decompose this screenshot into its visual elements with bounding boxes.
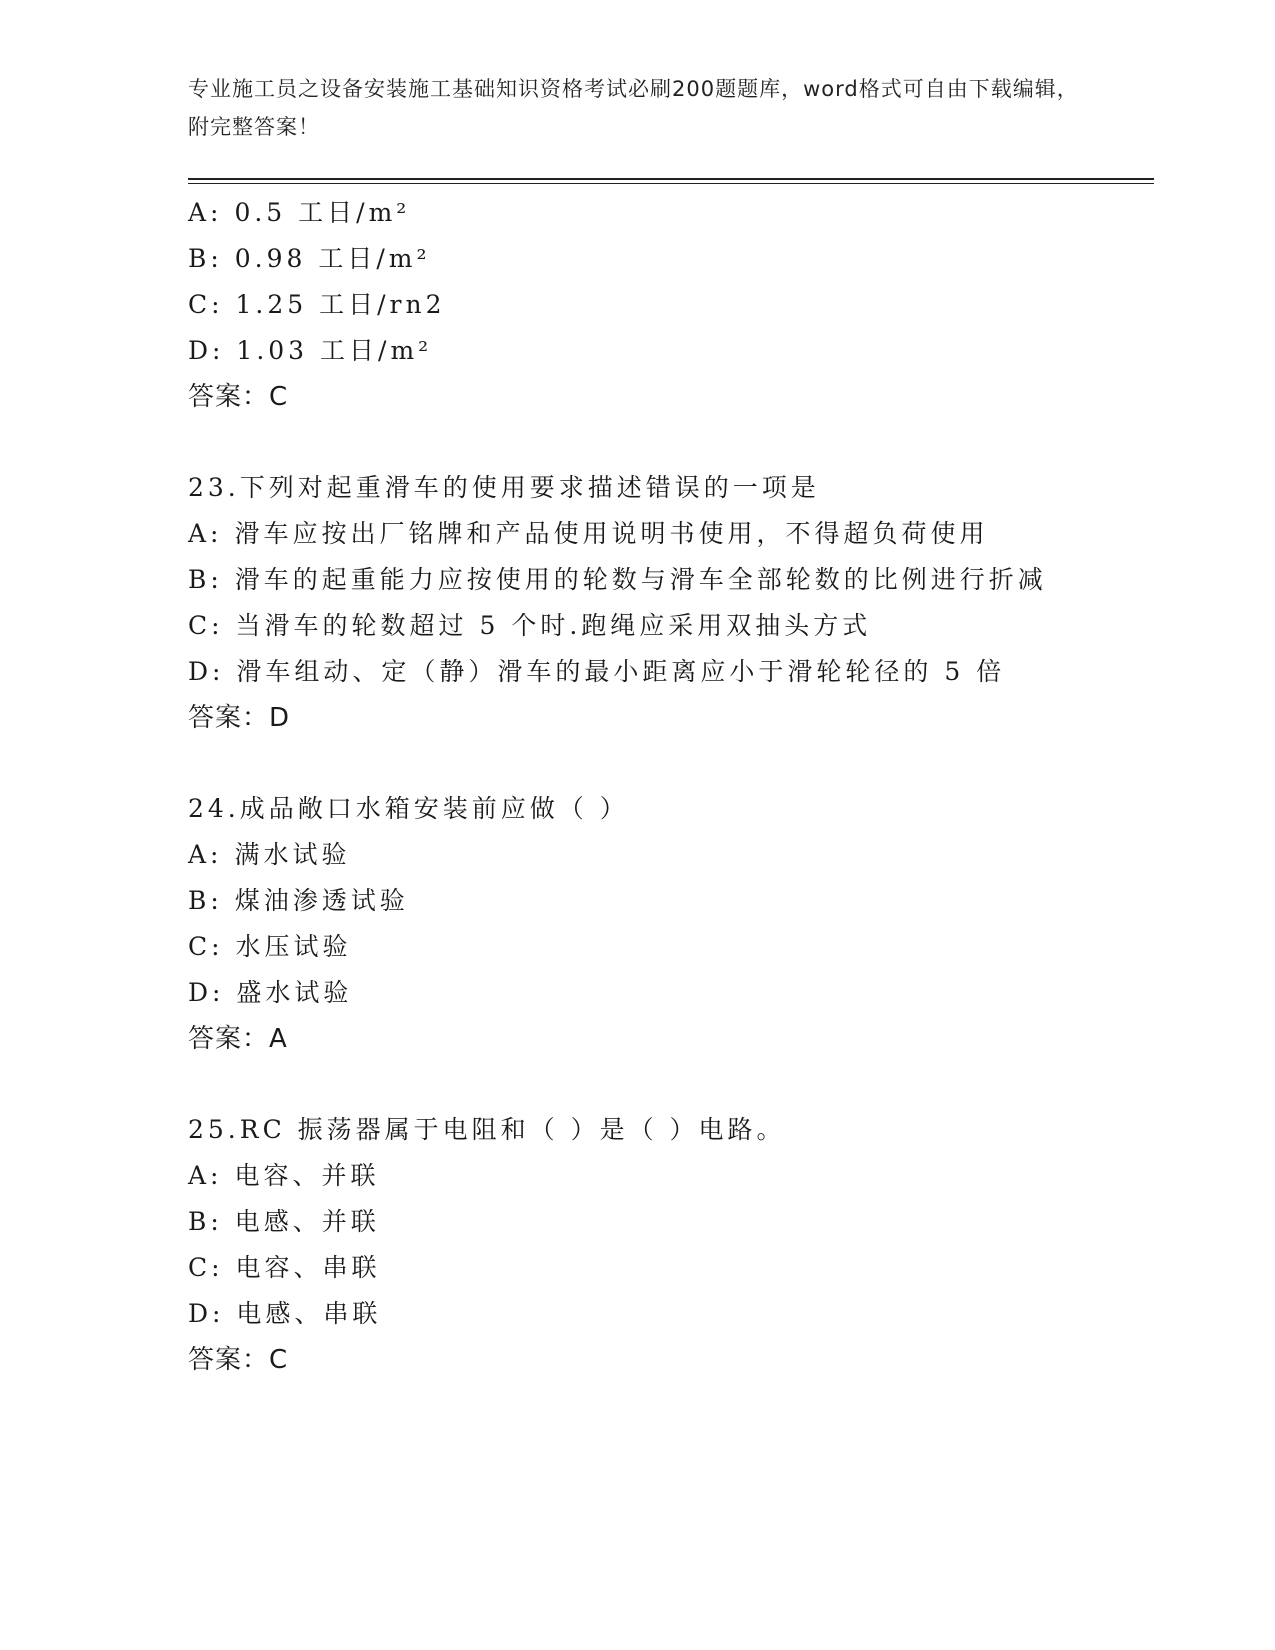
answer-prefix: 答案： (188, 1345, 270, 1375)
question-number: 23. (188, 473, 240, 502)
option-text: 电容、并联 (234, 1161, 380, 1190)
option-text: 当滑车的轮数超过 5 个时.跑绳应采用双抽头方式 (235, 611, 872, 640)
option-label: D: (188, 1299, 225, 1328)
answer-line (188, 1337, 1154, 1383)
option-label: C: (188, 290, 224, 319)
question-number: 25. (188, 1115, 240, 1144)
question-list (188, 190, 1154, 1383)
document-title: 专业施工员之设备安装施工基础知识资格考试必刷200题题库，word格式可自由下载编辑，附完整答案！ (188, 77, 1079, 139)
option-c (188, 282, 1154, 328)
question-stem (188, 786, 1154, 832)
option-text: 0.98 工日/m² (234, 244, 431, 273)
header-divider-thin (188, 183, 1154, 184)
option-text: 1.25 工日/rn2 (235, 290, 446, 319)
option-c (188, 1245, 1154, 1291)
option-c (188, 924, 1154, 970)
question-block-24 (188, 786, 1154, 1062)
option-b (188, 1199, 1154, 1245)
option-label: A: (188, 840, 223, 869)
option-text: 水压试验 (235, 932, 352, 961)
option-text: 滑车的起重能力应按使用的轮数与滑车全部轮数的比例进行折减 (234, 565, 1047, 594)
option-b (188, 878, 1154, 924)
option-text: 电感、串联 (236, 1299, 382, 1328)
answer-prefix: 答案： (188, 382, 270, 412)
answer-line (188, 695, 1154, 741)
question-stem (188, 1107, 1154, 1153)
option-text: 盛水试验 (236, 978, 353, 1007)
option-text: 电容、串联 (235, 1253, 381, 1282)
option-b (188, 236, 1154, 282)
option-a (188, 190, 1154, 236)
question-block-22 (188, 190, 1154, 420)
option-d (188, 328, 1154, 374)
question-block-23 (188, 465, 1154, 741)
option-label: B: (188, 565, 223, 594)
option-a (188, 511, 1154, 557)
option-text: 满水试验 (234, 840, 351, 869)
option-text: 滑车组动、定（静）滑车的最小距离应小于滑轮轮径的 5 倍 (236, 657, 1006, 686)
option-d (188, 970, 1154, 1016)
option-label: D: (188, 978, 225, 1007)
option-text: 滑车应按出厂铭牌和产品使用说明书使用，不得超负荷使用 (234, 519, 989, 548)
option-label: B: (188, 244, 223, 273)
option-a (188, 1153, 1154, 1199)
option-label: C: (188, 1253, 224, 1282)
option-label: A: (188, 198, 223, 227)
option-d (188, 1291, 1154, 1337)
option-label: B: (188, 886, 223, 915)
answer-value: C (269, 382, 289, 412)
option-label: A: (188, 1161, 223, 1190)
answer-value: D (269, 703, 291, 733)
option-a (188, 832, 1154, 878)
option-label: C: (188, 611, 224, 640)
question-stem (188, 465, 1154, 511)
question-text: RC 振荡器属于电阻和（ ）是（ ）电路。 (239, 1115, 786, 1144)
option-label: B: (188, 1207, 223, 1236)
header-divider-thick (188, 178, 1154, 180)
option-text: 0.5 工日/m² (234, 198, 411, 227)
option-text: 煤油渗透试验 (234, 886, 409, 915)
answer-value: A (269, 1024, 288, 1054)
option-label: D: (188, 336, 225, 365)
answer-line (188, 374, 1154, 420)
answer-prefix: 答案： (188, 1024, 270, 1054)
option-label: D: (188, 657, 225, 686)
question-text: 下列对起重滑车的使用要求描述错误的一项是 (239, 473, 820, 502)
option-b (188, 557, 1154, 603)
answer-value: C (269, 1345, 289, 1375)
answer-prefix: 答案： (188, 703, 270, 733)
answer-line (188, 1016, 1154, 1062)
option-label: C: (188, 932, 224, 961)
option-text: 电感、并联 (234, 1207, 380, 1236)
question-block-25 (188, 1107, 1154, 1383)
option-c (188, 603, 1154, 649)
question-number: 24. (188, 794, 240, 823)
question-text: 成品敞口水箱安装前应做（ ） (239, 794, 629, 823)
option-text: 1.03 工日/m² (236, 336, 433, 365)
option-d (188, 649, 1154, 695)
option-label: A: (188, 519, 223, 548)
